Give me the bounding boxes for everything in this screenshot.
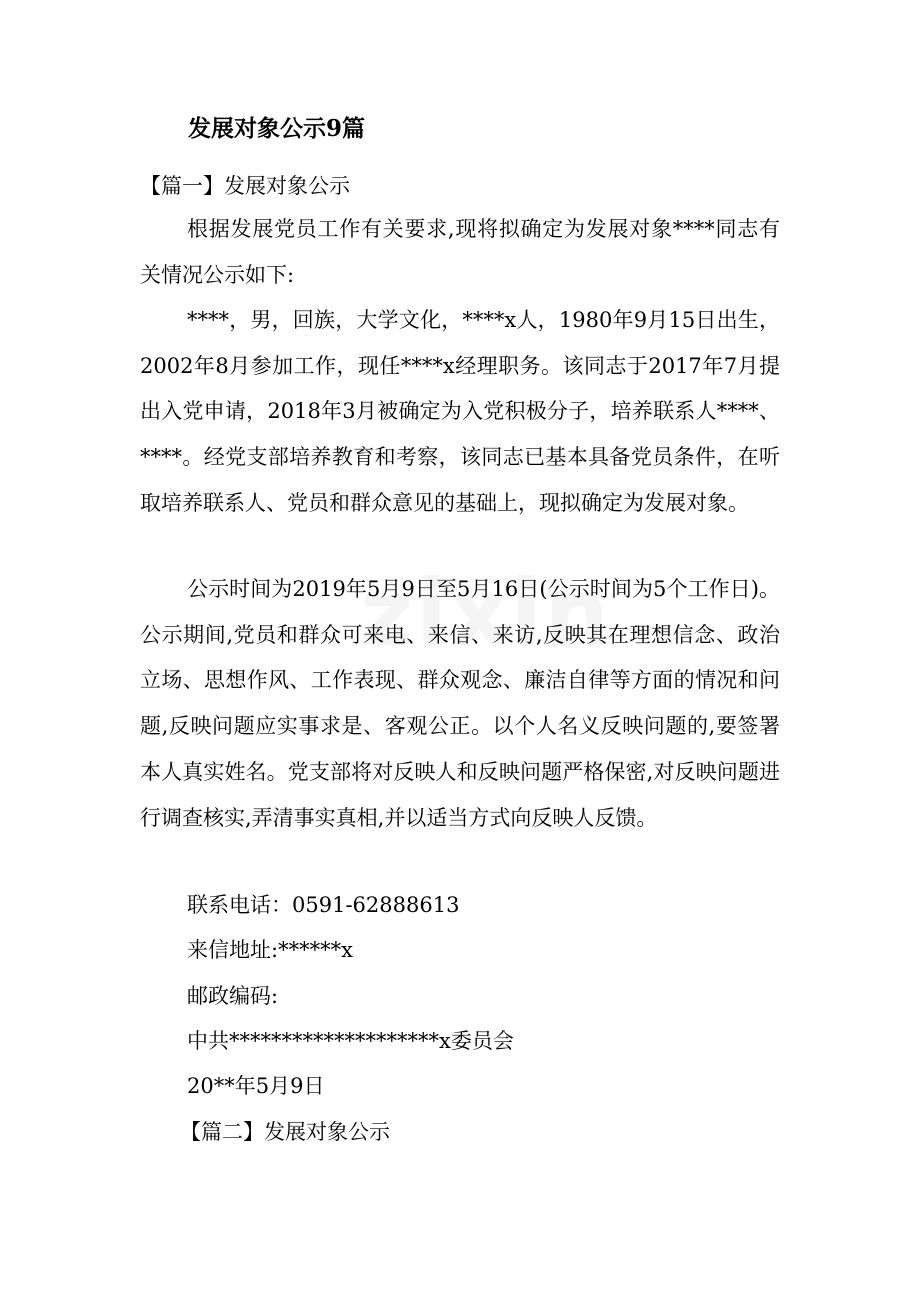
document-title: 发展对象公示9篇 (188, 115, 366, 142)
paragraph-candidate-info: ****，男，回族，大学文化，****x人，1980年9月15日出生，2002年8月参加工作，现任****x经理职务。该同志于2017年7月提出入党申请，2018年3月被确定为入党积极分子，培养联系人****、****。经党支部培养教育和考察，该同志已基本具备党员条件，在听取培养联系人、党员和群众意见的基础上，现拟确定为发展对象。 (140, 308, 780, 515)
postal-code: 邮政编码: (187, 984, 279, 1008)
paragraph-intro: 根据发展党员工作有关要求,现将拟确定为发展对象****同志有关情况公示如下: (140, 217, 780, 287)
section-heading-2: 【篇二】发展对象公示 (180, 1120, 390, 1144)
mail-address: 来信地址:******x (187, 938, 353, 962)
paragraph-announcement-period: 公示时间为2019年5月9日至5月16日(公示时间为5个工作日)。公示期间,党员和群众可来电、来信、来访,反映其在理想信念、政治立场、思想作风、工作表现、群众观念、廉洁自律等方面的情况和问题,反映问题应实事求是、客观公正。以个人名义反映问题的,要签署本人真实姓名。党支部将对反映人和反映问题严格保密,对反映问题进行调查核实,弄清事实真相,并以适当方式向反映人反馈。 (140, 577, 780, 830)
section-heading-1: 【篇一】发展对象公示 (140, 174, 350, 198)
signature-date: 20**年5月9日 (187, 1074, 325, 1098)
signature-committee: 中共********************x委员会 (187, 1029, 514, 1053)
contact-phone: 联系电话：0591-62888613 (187, 893, 460, 917)
